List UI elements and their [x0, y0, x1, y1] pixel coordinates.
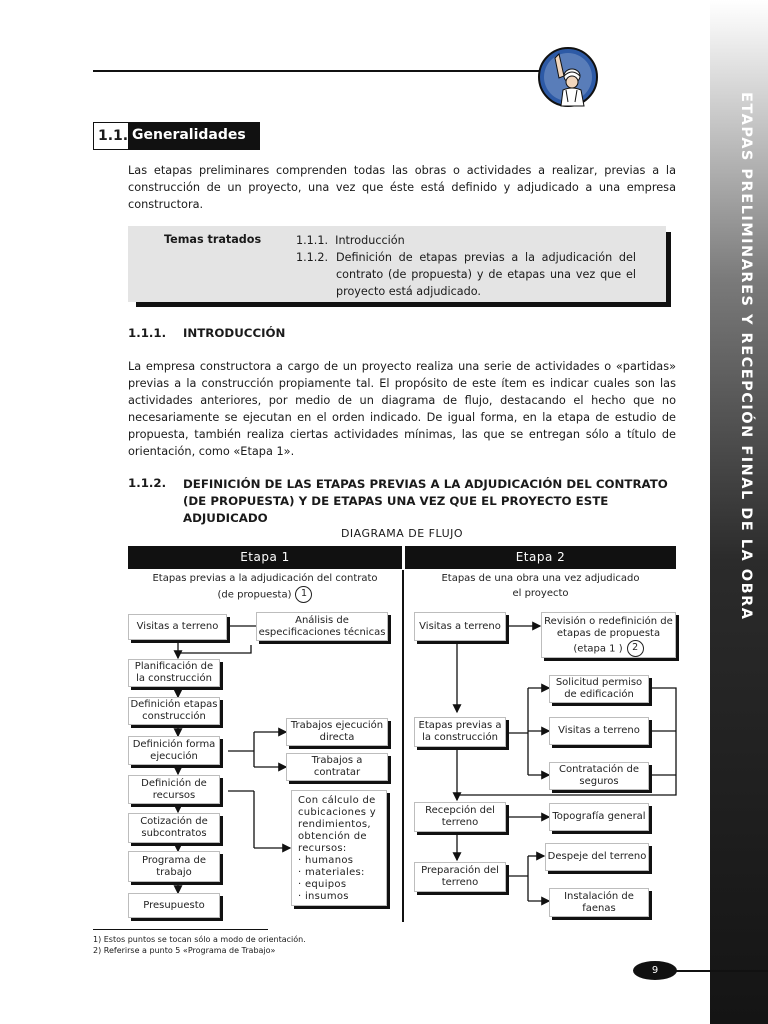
footnote: 2) Referirse a punto 5 «Programa de Trabajo» — [93, 946, 276, 955]
intro-paragraph: Las etapas preliminares comprenden todas las obras o actividades a realizar, previas a la construcción de un proyecto, una vez que éste está definido y adjudicado a una empresa constructora. — [128, 164, 676, 211]
programa-trabajo-box: Programa de trabajo — [128, 851, 220, 882]
revision-text: Revisión o redefinición de etapas de propuesta (etapa 1 ) — [544, 616, 673, 655]
instalacion-faenas-box: Instalación de faenas — [549, 888, 649, 917]
etapa1-visitas-terreno-box: Visitas a terreno — [128, 614, 227, 640]
note-marker-1: 1 — [295, 586, 312, 603]
diagram-title: DIAGRAMA DE FLUJO — [340, 527, 464, 540]
etapa2-header: Etapa 2 — [405, 546, 676, 569]
definicion-forma-box: Definición forma ejecución — [128, 736, 220, 765]
subsection-title: INTRODUCCIÓN — [183, 326, 286, 340]
etapa2-subtitle-line2: el proyecto — [512, 588, 569, 599]
etapa2-subtitle — [405, 571, 676, 601]
chapter-side-title: ETAPAS PRELIMINARES Y RECEPCIÓN FINAL DE LA OBRA — [738, 92, 754, 621]
calculo-line: Con cálculo de — [298, 795, 376, 806]
cotizacion-subcontratos-box: Cotización de subcontratos — [128, 813, 220, 843]
subsection-number: 1.1.1. — [128, 326, 167, 340]
analisis-especificaciones-box: Análisis de especificaciones técnicas — [256, 612, 388, 641]
definicion-etapas-box: Definición etapas construcción — [128, 697, 220, 725]
etapa2-subtitle-line1: Etapas de una obra una vez adjudicado — [441, 573, 640, 584]
introduction-paragraph: La empresa constructora a cargo de un proyecto realiza una serie de actividades o «partidas» previas a la construcción propiamente tal. El propósito de este ítem es indicar cuales son las actividades anteriores, por medio de un diagrama de flujo, destacando el hecho que no necesariamente se ejecutan en el orden indicado. De igual forma, en la etapa de estudio de propuesta, también realiza ciertas actividades mínimas, las que se entregan sólo a título de orientación, como «Etapa 1». — [128, 360, 676, 458]
calculo-line: cubicaciones y — [298, 807, 376, 818]
topografia-general-box: Topografía general — [549, 803, 649, 831]
etapa1-subtitle-line1: Etapas previas a la adjudicación del contrato — [152, 573, 378, 584]
calculo-line: recursos: — [298, 843, 347, 854]
header-rule — [93, 70, 543, 72]
calculo-line: · insumos — [298, 891, 349, 902]
etapa1-subtitle-line2: (de propuesta) — [217, 589, 292, 601]
subsection-number: 1.1.2. — [128, 476, 167, 490]
topic-number: 1.1.1. — [296, 234, 329, 247]
contratacion-seguros-box: Contratación de seguros — [549, 762, 649, 790]
definicion-recursos-box: Definición de recursos — [128, 775, 220, 804]
topic-text: Introducción — [335, 234, 405, 247]
recepcion-terreno-box: Recepción del terreno — [414, 802, 506, 832]
revision-etapas-box — [541, 612, 676, 658]
presupuesto-box: Presupuesto — [128, 893, 220, 918]
topic-number: 1.1.2. — [296, 251, 329, 264]
etapa2-visitas-terreno-box: Visitas a terreno — [414, 612, 506, 641]
etapa2-visitas-terreno-2-box: Visitas a terreno — [549, 717, 649, 745]
page-number: 9 — [633, 961, 677, 980]
page-number-rule — [676, 970, 768, 972]
preparacion-terreno-box: Preparación del terreno — [414, 862, 506, 892]
etapa1-header: Etapa 1 — [128, 546, 402, 569]
section-number: 1.1. — [93, 122, 133, 150]
footnote-rule — [93, 929, 268, 930]
topic-text: Definición de etapas previas a la adjudicación del contrato (de propuesta) y de etapas una vez que el proyecto está adjudicado. — [336, 251, 636, 298]
calculo-line: rendimientos, — [298, 819, 371, 830]
calculo-line: · materiales: — [298, 867, 365, 878]
calculo-line: · equipos — [298, 879, 347, 890]
note-marker-2: 2 — [627, 640, 644, 657]
subsection-title: DEFINICIÓN DE LAS ETAPAS PREVIAS A LA ADJUDICACIÓN DEL CONTRATO (DE PROPUESTA) Y DE ETAPAS UNA VEZ QUE EL PROYECTO ESTE ADJUDICADO — [183, 477, 668, 525]
section-title: Generalidades — [128, 122, 260, 150]
topic-item — [296, 232, 405, 249]
calculo-line: · humanos — [298, 855, 354, 866]
trabajos-contratar-box: Trabajos a contratar — [286, 753, 388, 781]
calculo-line: obtención de — [298, 831, 367, 842]
worker-mascot-icon — [537, 46, 599, 108]
planificacion-box: Planificación de la construcción — [128, 659, 220, 687]
footnote: 1) Estos puntos se tocan sólo a modo de orientación. — [93, 935, 306, 944]
despeje-terreno-box: Despeje del terreno — [545, 843, 649, 871]
etapas-previas-construccion-box: Etapas previas a la construcción — [414, 717, 506, 747]
topics-label: Temas tratados — [164, 233, 262, 246]
calculo-recursos-box — [291, 790, 387, 906]
solicitud-permiso-box: Solicitud permiso de edificación — [549, 675, 649, 703]
trabajos-directa-box: Trabajos ejecución directa — [286, 718, 388, 746]
etapa1-subtitle — [128, 571, 402, 603]
